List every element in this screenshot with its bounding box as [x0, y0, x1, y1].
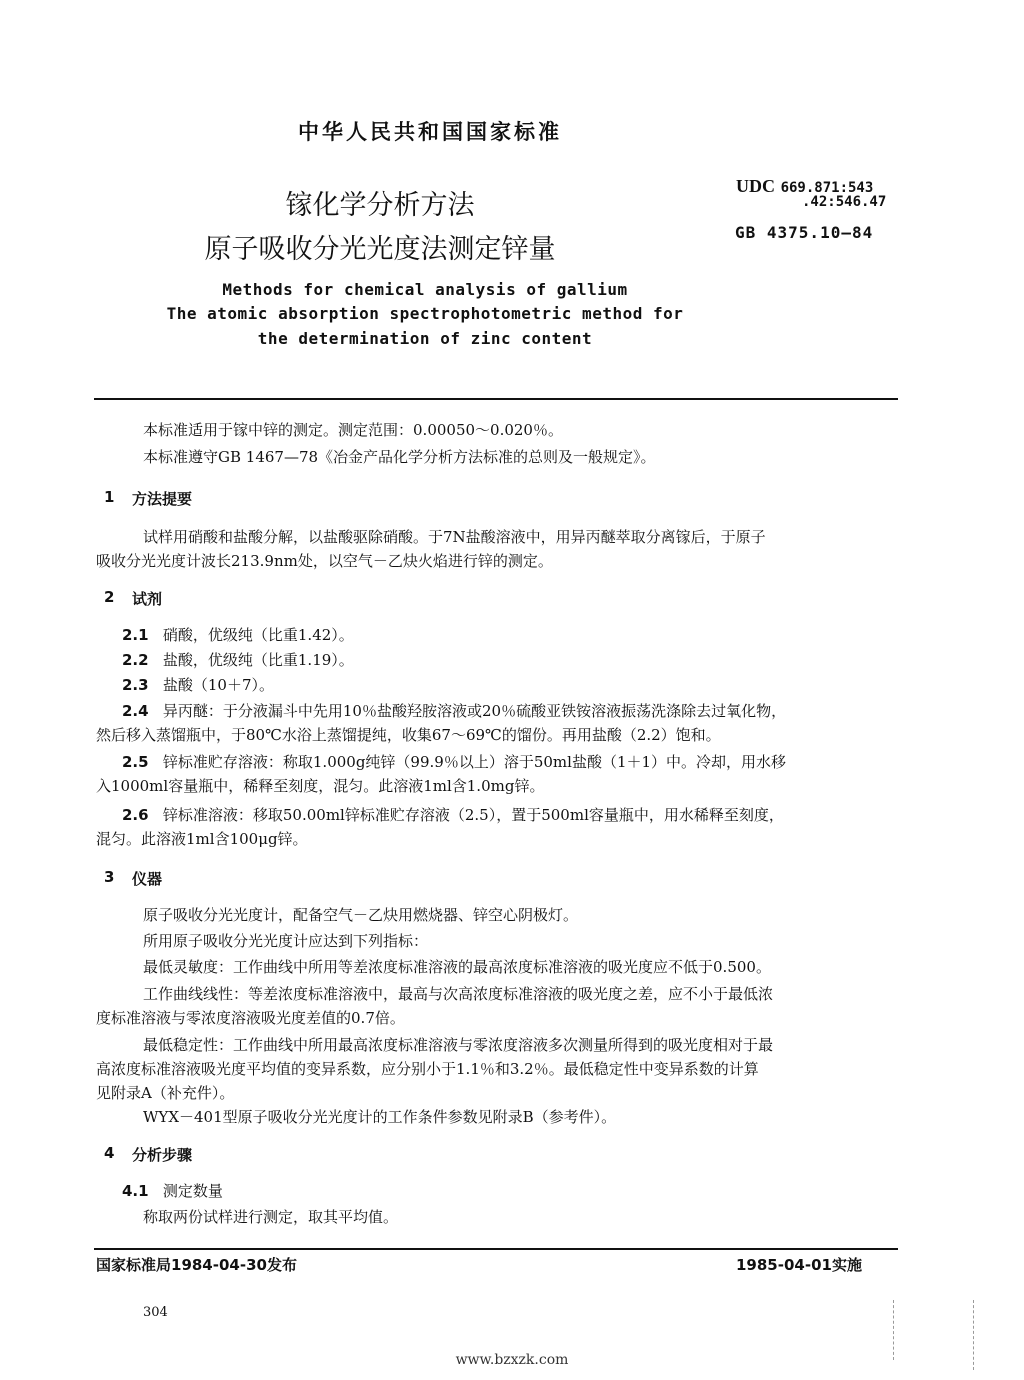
section-4-title: 分析步骤 [132, 1146, 193, 1164]
top-divider [94, 398, 898, 400]
subsection-4-1 [122, 1181, 223, 1201]
reagent-text: 异丙醚：于分液漏斗中先用10％盐酸羟胺溶液或20％硫酸亚铁铵溶液振荡洗涤除去过氧化物， [162, 702, 787, 720]
reagent-number: 2.1 [122, 626, 149, 644]
instrument-line: 原子吸收分光光度计，配备空气－乙炔用燃烧器、锌空心阴极灯。 [143, 906, 579, 924]
issue-date: 国家标准局1984-04-30发布 [96, 1256, 297, 1274]
title-en-line2: The atomic absorption spectrophotometric method for [166, 304, 684, 323]
udc-value-1: 669.871:543 [780, 180, 874, 196]
instrument-line: 工作曲线线性：等差浓度标准溶液中，最高与次高浓度标准溶液的吸光度之差，应不小于最低浓 [143, 985, 774, 1003]
source-url: www.bzxzk.com [455, 1352, 569, 1368]
reagent-item [122, 625, 354, 645]
section-2-number: 2 [104, 588, 115, 606]
bottom-divider [94, 1248, 898, 1250]
instrument-line: 高浓度标准溶液吸光度平均值的变异系数，应分别小于1.1％和3.2％。最低稳定性中变异系数的计算 [96, 1060, 759, 1078]
section-1-text-line1: 试样用硝酸和盐酸分解，以盐酸驱除硝酸。于7N盐酸溶液中，用异丙醚萃取分离镓后，于原子 [143, 528, 766, 546]
reagent-number: 2.2 [122, 651, 149, 669]
reagent-text: 盐酸，优级纯（比重1.19）。 [162, 651, 354, 669]
reagent-text: 锌标准溶液：移取50.00ml锌标准贮存溶液（2.5），置于500ml容量瓶中，用水稀释至刻度， [162, 806, 784, 824]
national-standard-heading: 中华人民共和国国家标准 [298, 120, 562, 144]
page-number: 304 [143, 1305, 168, 1320]
instrument-line: 度标准溶液与零浓度溶液吸光度差值的0.7倍。 [96, 1009, 405, 1027]
udc-value-2: .42:546.47 [802, 194, 887, 210]
reagent-text-cont: 入1000ml容量瓶中，稀释至刻度，混匀。此溶液1ml含1.0mg锌。 [96, 777, 545, 795]
title-cn-line1: 镓化学分析方法 [285, 190, 475, 221]
reagent-text-cont: 混匀。此溶液1ml含100μg锌。 [96, 830, 308, 848]
title-cn-line2: 原子吸收分光光度法测定锌量 [204, 234, 556, 265]
reagent-number: 2.3 [122, 676, 149, 694]
reagent-item [122, 675, 274, 695]
subsection-title: 测定数量 [162, 1182, 223, 1200]
udc-label: UDC [736, 176, 775, 196]
reagent-text: 硝酸，优级纯（比重1.42）。 [162, 626, 354, 644]
title-en-line3: the determination of zinc content [257, 329, 593, 348]
section-3-number: 3 [104, 868, 115, 886]
effective-date: 1985-04-01实施 [736, 1256, 862, 1274]
reagent-item [122, 701, 786, 721]
section-1-text-line2: 吸收分光光度计波长213.9nm处，以空气－乙炔火焰进行锌的测定。 [96, 552, 553, 570]
section-1-title: 方法提要 [132, 490, 193, 508]
reagent-number: 2.5 [122, 753, 149, 771]
section-4-text: 称取两份试样进行测定，取其平均值。 [143, 1208, 399, 1226]
reagent-text-cont: 然后移入蒸馏瓶中，于80℃水浴上蒸馏提纯，收集67～69℃的馏份。再用盐酸（2.2）饱和。 [96, 726, 721, 744]
instrument-line: 最低稳定性：工作曲线中所用最高浓度标准溶液与零浓度溶液多次测量所得到的吸光度相对于最 [143, 1036, 774, 1054]
subsection-number: 4.1 [122, 1182, 149, 1200]
section-2-title: 试剂 [132, 590, 163, 608]
section-4-number: 4 [104, 1144, 115, 1162]
reagent-number: 2.6 [122, 806, 149, 824]
intro-scope: 本标准适用于镓中锌的测定。测定范围：0.00050～0.020％。 [143, 421, 563, 439]
reagent-item [122, 650, 354, 670]
section-1-number: 1 [104, 488, 115, 506]
instrument-line: 最低灵敏度：工作曲线中所用等差浓度标准溶液的最高浓度标准溶液的吸光度应不低于0.500。 [143, 958, 771, 976]
reagent-text: 盐酸（10＋7）。 [162, 676, 275, 694]
reagent-text: 锌标准贮存溶液：称取1.000g纯锌（99.9％以上）溶于50ml盐酸（1＋1）中。冷却，用水移 [162, 753, 787, 771]
scan-edge-mark [973, 1300, 975, 1370]
scan-edge-mark [893, 1300, 895, 1360]
title-en-line1: Methods for chemical analysis of gallium [222, 280, 628, 299]
instrument-line: 所用原子吸收分光光度计应达到下列指标： [143, 932, 429, 950]
instrument-line: WYX－401型原子吸收分光光度计的工作条件参数见附录B（参考件）。 [143, 1108, 617, 1126]
reagent-item [122, 752, 786, 772]
reagent-item [122, 805, 784, 825]
gb-number: GB 4375.10—84 [735, 223, 874, 242]
intro-compliance: 本标准遵守GB 1467—78《冶金产品化学分析方法标准的总则及一般规定》。 [143, 448, 656, 466]
section-3-title: 仪器 [132, 870, 163, 888]
instrument-line: 见附录A（补充件）。 [96, 1084, 235, 1102]
reagent-number: 2.4 [122, 702, 149, 720]
